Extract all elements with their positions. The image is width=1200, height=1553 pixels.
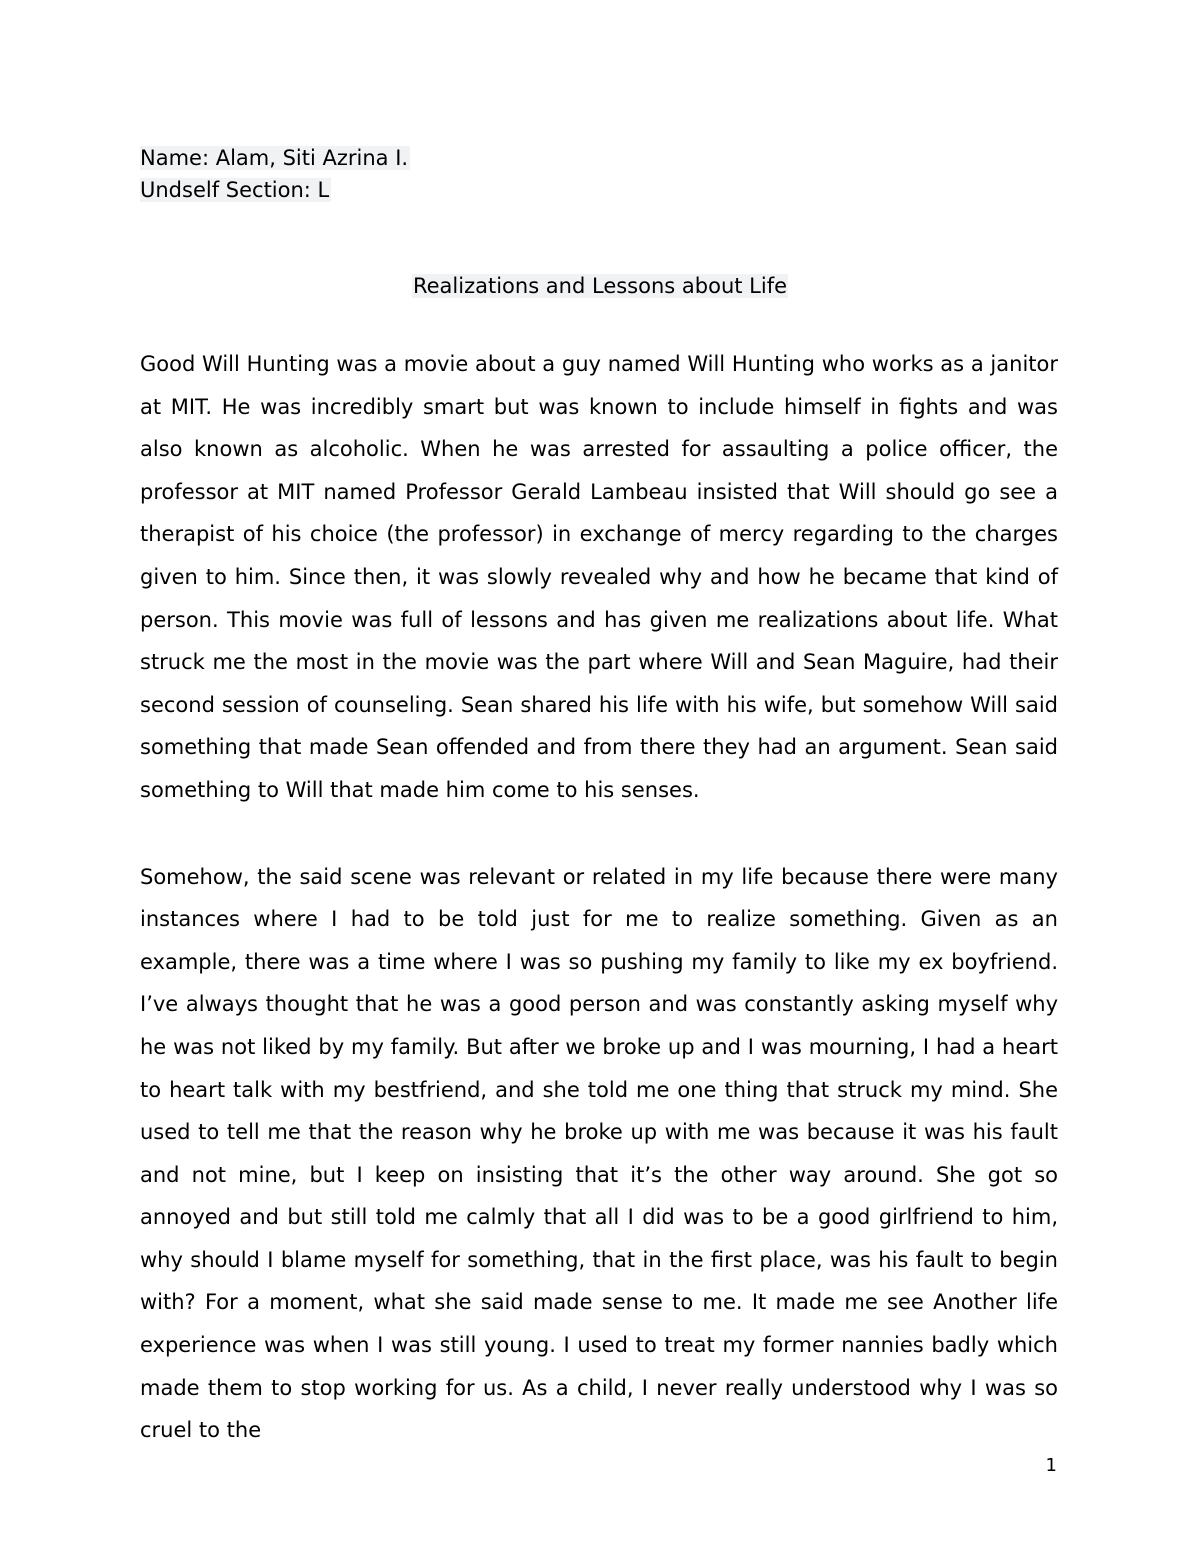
name-line xyxy=(140,142,410,174)
section-line xyxy=(140,174,410,206)
section-text: Undself Section: L xyxy=(140,178,330,202)
student-header xyxy=(140,142,410,206)
paragraph-2: Somehow, the said scene was relevant or related in my life because there were many instances where I had to be told just for me to realize something. Given as an example, there was a time where I was so pushing my family to like my ex boyfriend. I’ve always thought that he was a good person and was constantly asking myself why he was not liked by my family. But after we broke up and I was mourning, I had a heart to heart talk with my bestfriend, and she told me one thing that struck my mind. She used to tell me that the reason why he broke up with me was because it was his fault and not mine, but I keep on insisting that it’s the other way around. She got so annoyed and but still told me calmly that all I did was to be a good girlfriend to him, why should I blame myself for something, that in the first place, was his fault to begin with? For a moment, what she said made sense to me. It made me see Another life experience was when I was still young. I used to treat my former nannies badly which made them to stop working for us. As a child, I never really understood why I was so cruel to the xyxy=(140,864,1058,1443)
document-title xyxy=(0,270,1200,302)
document-body xyxy=(140,343,1058,1452)
page-number: 1 xyxy=(1045,1455,1057,1476)
paragraph-1: Good Will Hunting was a movie about a guy named Will Hunting who works as a janitor at MIT. He was incredibly smart but was known to include himself in fights and was also known as alcoholic. When he was arrested for assaulting a police officer, the professor at MIT named Professor Gerald Lambeau insisted that Will should go see a therapist of his choice (the professor) in exchange of mercy regarding to the charges given to him. Since then, it was slowly revealed why and how he became that kind of person. This movie was full of lessons and has given me realizations about life. What struck me the most in the movie was the part where Will and Sean Maguire, had their second session of counseling. Sean shared his life with his wife, but somehow Will said something that made Sean offended and from there they had an argument. Sean said something to Will that made him come to his senses. xyxy=(140,352,1058,802)
name-text: Name: Alam, Siti Azrina I. xyxy=(140,146,409,170)
title-text: Realizations and Lessons about Life xyxy=(412,274,788,298)
